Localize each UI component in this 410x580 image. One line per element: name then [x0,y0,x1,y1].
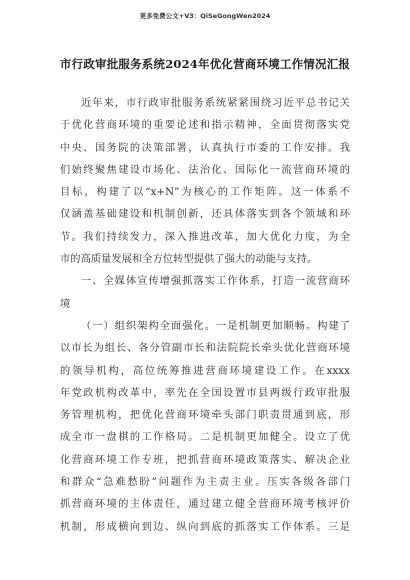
page-header-promo: 更多免费公文+V3：QiSeGongWen2024 [139,12,271,20]
body-line: 和群众“急难愁盼”问题作为主责主业。压实各级各部门 [60,477,350,489]
body-line: 仅涵盖基础建设和机制创新，还具体落实到各个领域和环 [60,209,350,221]
body-line: 节。我们持续发力，深入推进改革，加大优化力度，为全 [60,231,350,243]
document-title: 市行政审批服务系统2024年优化营商环境工作情况汇报 [59,57,351,71]
body-line: 市的高质量发展和全方位转型提供了强大的动能与支持。 [60,254,318,266]
body-line: 目标，构建了以“x+N”为核心的工作矩阵。这一体系不 [60,187,350,199]
section-heading-line: 一、全媒体宣传增强抓落实工作体系，打造一流营商环 [81,276,350,288]
body-line: 以市长为组长、各分管副市长和法院院长牵头优化营商环境 [60,343,350,355]
body-line: 机制，形成横向到边、纵向到底的抓落实工作体系。三是 [60,521,350,533]
body-line: 务管理机构，把优化营商环境牵头部门职责贯通到底，形 [60,410,350,422]
body-line: 抓营商环境的主体责任，通过建立健全营商环境考核评价 [60,499,350,511]
body-line: 的领导机构，高位统筹推进营商环境建设工作。在xxxx [60,365,350,377]
body-line: （一）组织架构全面强化。一是机制更加顺畅。构建了 [81,320,350,332]
body-line: 中央、国务院的决策部署，认真执行市委的工作安排。我 [60,142,350,154]
body-line: 化营商环境工作专班，把抓营商环境政策落实、解决企业 [60,454,350,466]
document-body [60,93,350,539]
body-line: 于优化营商环境的重要论述和指示精神，全面贯彻落实党 [60,120,350,132]
body-line: 年党政机构改革中，率先在全国设置市县两级行政审批服 [60,387,350,399]
body-line: 们始终聚焦建设市场化、法治化、国际化一流营商环境的 [60,164,350,176]
section-heading-line: 境 [60,298,71,310]
body-line: 近年来，市行政审批服务系统紧紧围绕习近平总书记关 [81,98,350,109]
body-line: 成全市一盘棋的工作格局。二是机制更加健全。设立了优 [60,432,350,444]
